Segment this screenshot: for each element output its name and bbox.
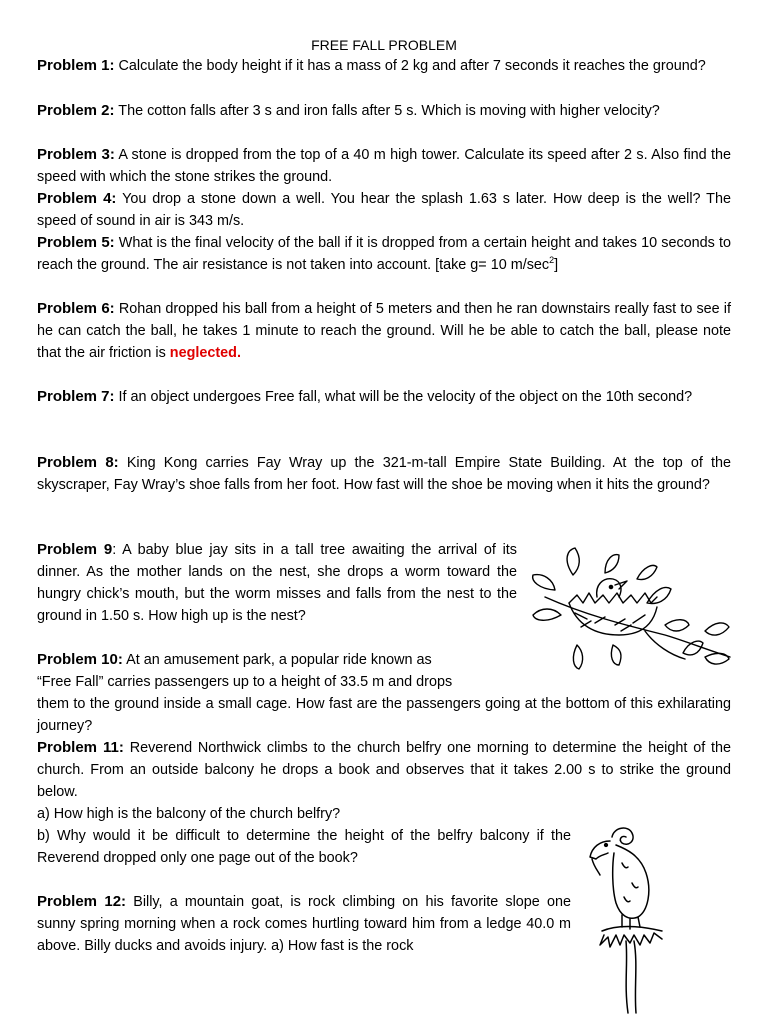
problem-label: Problem 8: xyxy=(37,454,119,471)
problem-6 xyxy=(37,298,731,364)
problem-text-line: them to the ground inside a small cage. How fast are the passengers going at the bottom of this exhilarating journey? xyxy=(37,696,731,734)
problem-12 xyxy=(37,891,571,957)
problem-text: Rohan dropped his ball from a height of 5 meters and then he ran downstairs really fast to see if he can catch the ball, he takes 1 minute to reach the ground. Will he be able to catch the ball, please note that the air friction is xyxy=(37,301,731,361)
problem-label: Problem 10: xyxy=(37,651,123,668)
problem-text: What is the final velocity of the ball if it is dropped from a certain height and takes 10 seconds to reach the ground. The air resistance is not taken into account. [take g= 10 m/sec xyxy=(37,235,731,273)
problem-3 xyxy=(37,144,731,188)
problem-2 xyxy=(37,100,731,122)
problem-8 xyxy=(37,452,731,496)
problem-label: Problem 5: xyxy=(37,234,115,251)
problem-11-part-b: b) Why would it be difficult to determine the height of the belfry balcony if the Reverend dropped only one page out of the book? xyxy=(37,828,571,866)
problem-1 xyxy=(37,55,731,77)
problem-11-part-a: a) How high is the balcony of the church belfry? xyxy=(37,806,341,822)
superscript: 2 xyxy=(549,255,555,266)
emphasis-text: neglected. xyxy=(169,345,241,361)
problem-text-end: ] xyxy=(554,257,559,273)
problem-text: King Kong carries Fay Wray up the 321-m-tall Empire State Building. At the top of the skyscraper, Fay Wray’s shoe falls from her foot. How fast will the shoe be moving when it hits the ground? xyxy=(37,455,731,493)
mountain-goat-illustration xyxy=(582,823,672,1018)
problem-text: You drop a stone down a well. You hear the splash 1.63 s later. How deep is the well? The speed of sound in air is 343 m/s. xyxy=(37,191,731,229)
problem-label: Problem 6: xyxy=(37,300,115,317)
problem-label: Problem 9 xyxy=(37,541,113,558)
problem-text: The cotton falls after 3 s and iron falls after 5 s. Which is moving with higher velocity? xyxy=(118,103,660,119)
problem-label: Problem 11: xyxy=(37,739,124,756)
problem-text: Billy, a mountain goat, is rock climbing on his favorite slope one sunny spring morning when a rock comes hurtling toward him from a ledge 40.0 m above. Billy ducks and avoids injury. a) How fast is the rock xyxy=(37,894,571,954)
problem-5 xyxy=(37,232,731,276)
problem-text: : A baby blue jay sits in a tall tree awaiting the arrival of its dinner. As the mother lands on the nest, she drops a worm toward the hungry chick’s mouth, but the worm misses and falls from the nest to the ground in 1.50 s. How high up is the nest? xyxy=(37,542,517,624)
problem-text-line: At an amusement park, a popular ride known as xyxy=(126,652,432,668)
problem-label: Problem 3: xyxy=(37,146,115,163)
problem-label: Problem 4: xyxy=(37,190,117,207)
problem-text: Reverend Northwick climbs to the church belfry one morning to determine the height of the church. From an outside balcony he drops a book and observes that it takes 2.00 s to strike the ground below. xyxy=(37,740,732,800)
page-title: FREE FALL PROBLEM xyxy=(311,37,457,53)
problem-label: Problem 12: xyxy=(37,893,127,910)
bird-nest-illustration xyxy=(525,545,740,680)
problem-7 xyxy=(37,386,731,408)
problem-label: Problem 7: xyxy=(37,388,115,405)
problem-4 xyxy=(37,188,731,232)
problem-label: Problem 2: xyxy=(37,102,115,119)
problem-9 xyxy=(37,539,517,627)
problem-text-line: “Free Fall” carries passengers up to a height of 33.5 m and drops xyxy=(37,674,453,690)
problem-label: Problem 1: xyxy=(37,57,115,74)
problem-text: A stone is dropped from the top of a 40 m high tower. Calculate its speed after 2 s. Also find the speed with which the stone strikes the ground. xyxy=(37,147,731,185)
problem-text: Calculate the body height if it has a mass of 2 kg and after 7 seconds it reaches the ground? xyxy=(118,58,706,74)
problem-11 xyxy=(37,737,731,803)
problem-text: If an object undergoes Free fall, what will be the velocity of the object on the 10th second? xyxy=(118,389,693,405)
